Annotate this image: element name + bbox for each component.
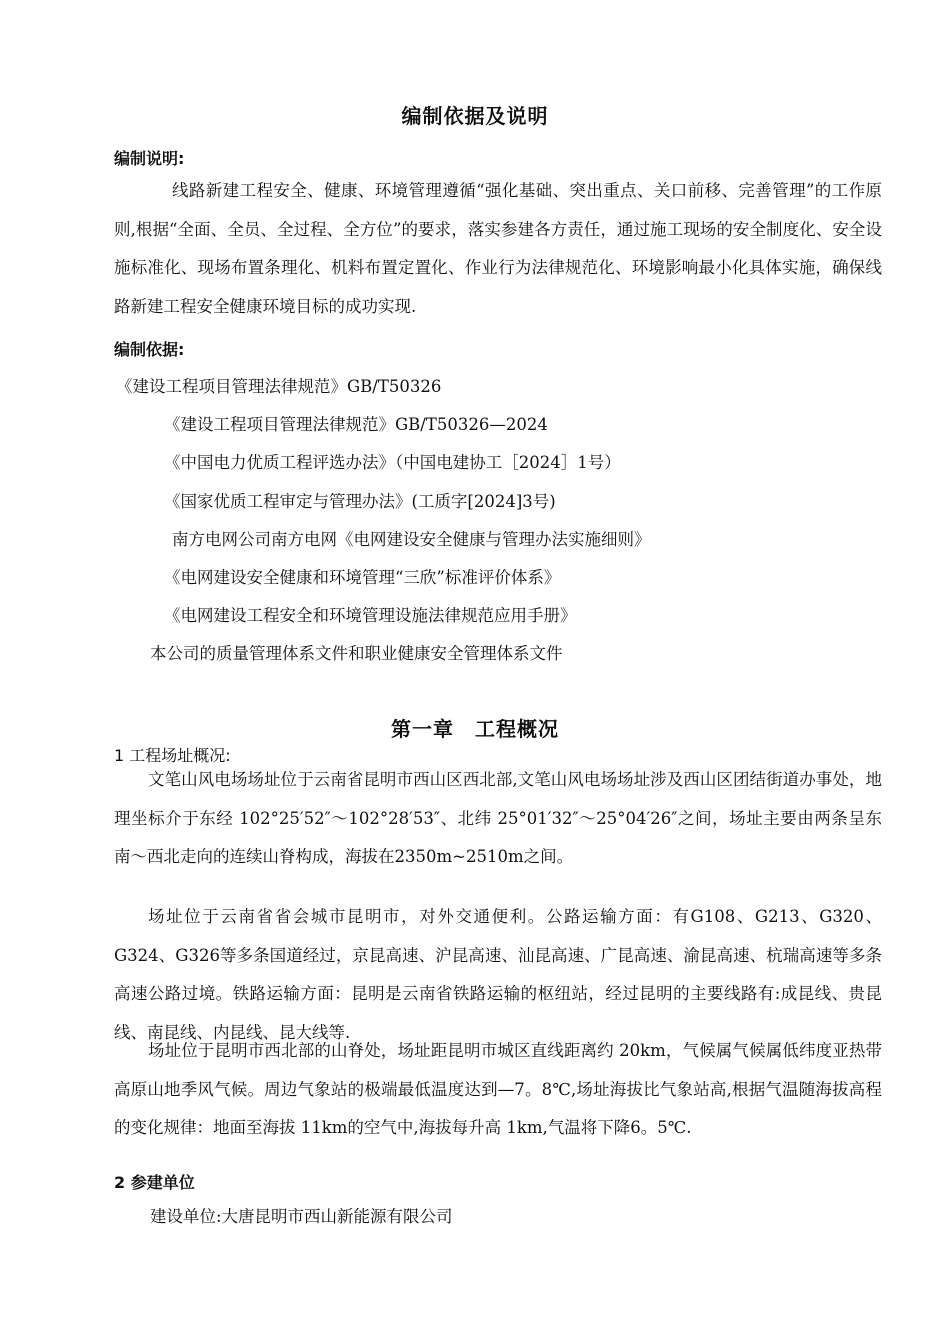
- site-paragraph: 文笔山风电场场址位于云南省昆明市西山区西北部,文笔山风电场场址涉及西山区团结街道办事处，地理坐标介于东经 102°25′52″～102°28′53″、北纬 25°01′32″～25°04′26″之间，场址主要由两条呈东南～西北走向的连续山脊构成，海拔在2350m~2510m之间。: [114, 770, 882, 866]
- construction-unit: 建设单位:大唐昆明市西山新能源有限公司: [150, 1207, 453, 1226]
- reference-item: 《中国电力优质工程评选办法》（中国电建协工［2024］1号）: [164, 453, 621, 472]
- site-paragraph: 场址位于云南省省会城市昆明市，对外交通便利。公路运输方面：有G108、G213、G320、G324、G326等多条国道经过，京昆高速、沪昆高速、汕昆高速、广昆高速、渝昆高速、杭瑞高速等多条高速公路过境。铁路运输方面：昆明是云南省铁路运输的枢纽站，经过昆明的主要线路有:成昆线、贵昆线、南昆线、内昆线、昆大线等.: [114, 907, 882, 1042]
- reference-item: 《建设工程项目管理法律规范》GB/T50326—2024: [164, 415, 548, 434]
- reference-item: 《电网建设工程安全和环境管理设施法律规范应用手册》: [164, 606, 577, 625]
- site-paragraph: 场址位于昆明市西北部的山脊处，场址距昆明市城区直线距离约 20km，气候属气候属低纬度亚热带高原山地季风气候。周边气象站的极端最低温度达到—7。8℃,场址海拔比气象站高,根据气温随海拔高程的变化规律：地面至海拔 11km的空气中,海拔每升高 1km,气温将下降6。5℃.: [114, 1041, 882, 1137]
- reference-item: 南方电网公司南方电网《电网建设安全健康与管理办法实施细则》: [172, 530, 651, 549]
- chapter1-title: 第一章 工程概况: [391, 717, 559, 741]
- explanation-paragraph: 线路新建工程安全、健康、环境管理遵循“强化基础、突出重点、关口前移、完善管理”的工作原则,根据“全面、全员、全过程、全方位”的要求，落实参建各方责任，通过施工现场的安全制度化、安全设施标准化、现场布置条理化、机料布置定置化、作业行为法律规范化、环境影响最小化具体实施，确保线路新建工程安全健康环境目标的成功实现.: [114, 181, 882, 316]
- basis-label: 编制依据:: [114, 340, 185, 359]
- explanation-label: 编制说明:: [114, 149, 185, 168]
- basis-title: 编制依据及说明: [401, 104, 549, 128]
- site-section-label: 1 工程场址概况:: [114, 746, 231, 765]
- units-section-label: 2 参建单位: [114, 1173, 195, 1192]
- reference-item: 《建设工程项目管理法律规范》GB/T50326: [116, 377, 442, 396]
- reference-item: 《国家优质工程审定与管理办法》(工质字[2024]3号): [164, 492, 556, 511]
- reference-item: 本公司的质量管理体系文件和职业健康安全管理体系文件: [150, 644, 563, 663]
- reference-item: 《电网建设安全健康和环境管理“三欣”标准评价体系》: [164, 568, 561, 587]
